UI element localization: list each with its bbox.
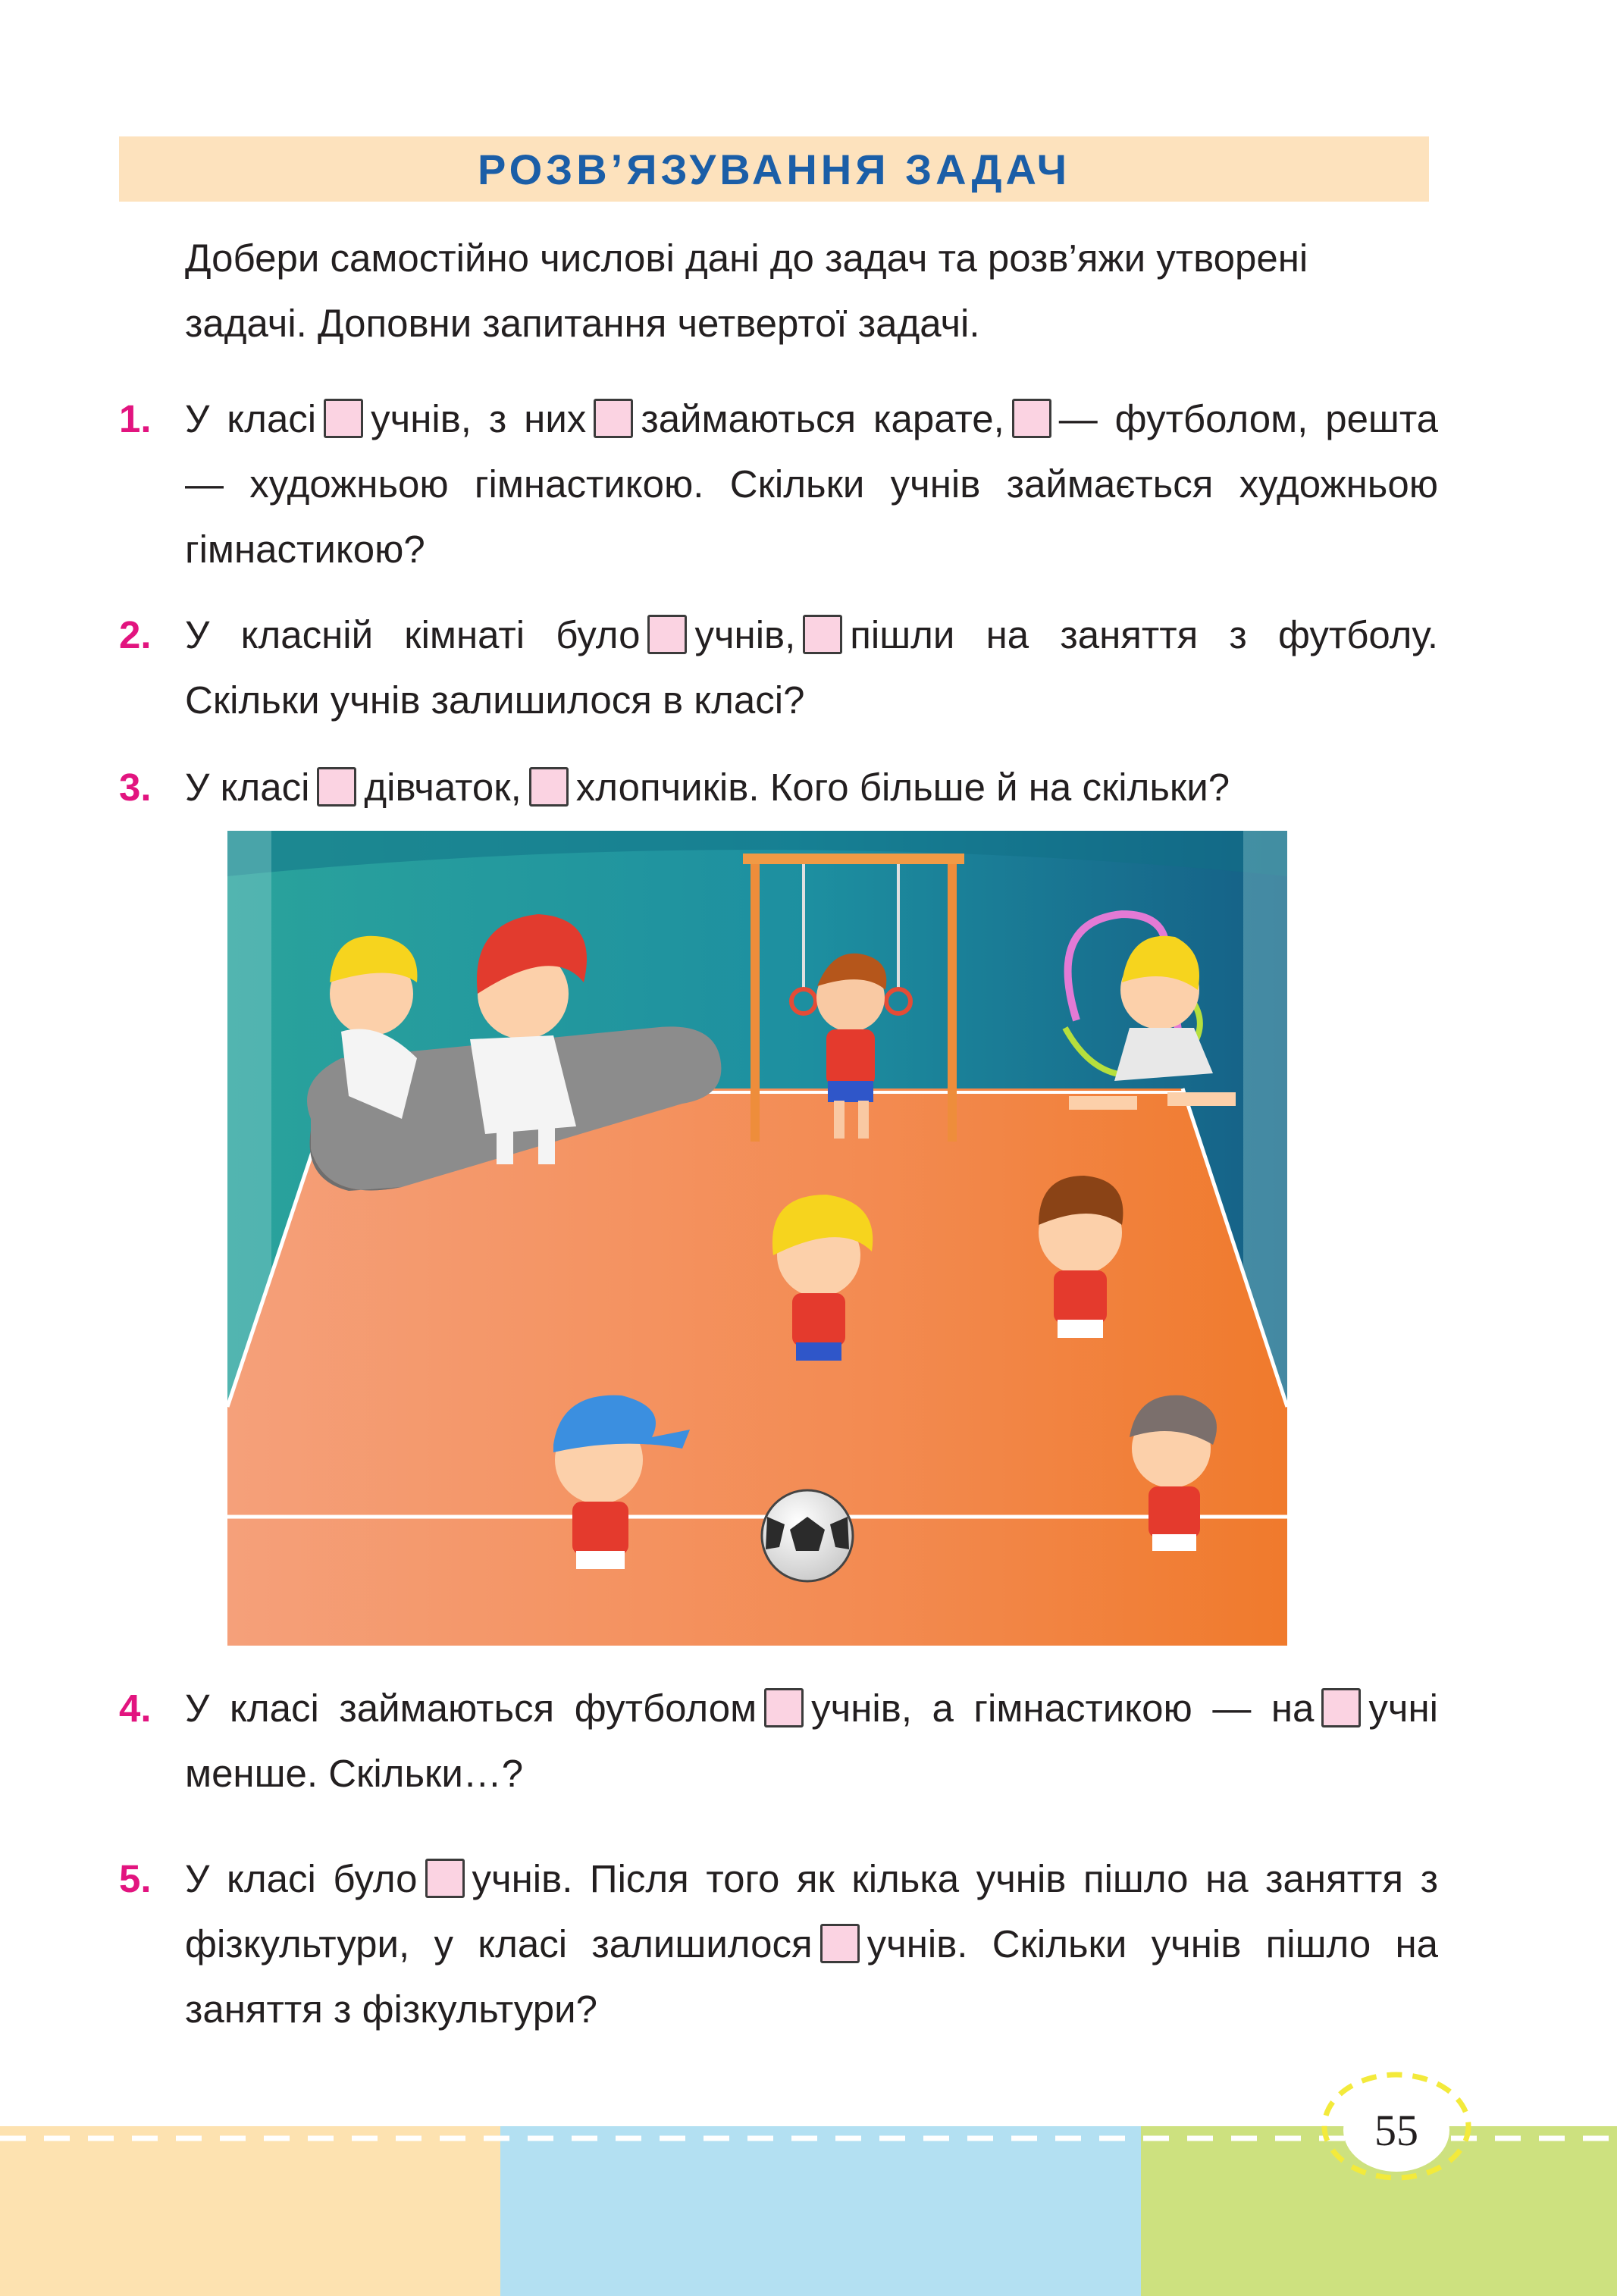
- instructions-text: Добери самостійно числові дані до задач та розв’яжи утворені задачі. Доповни запитання четвертої задачі.: [185, 236, 1308, 345]
- task-number: 4.: [119, 1687, 152, 1730]
- task-text: У класі дівчаток, хлопчиків. Кого більше й на скільки?: [185, 766, 1230, 809]
- task-1: [119, 387, 1438, 582]
- page-number-badge: [1343, 2088, 1449, 2172]
- task-text: У класі учнів, з них займаються карате, — футболом, решта — художньою гімнастикою. Скільки учнів займається художньою гімнастикою?: [185, 397, 1438, 571]
- number-input-box[interactable]: [764, 1688, 804, 1727]
- section-title: РОЗВ’ЯЗУВАННЯ ЗАДАЧ: [477, 145, 1071, 193]
- number-input-box[interactable]: [1012, 399, 1051, 438]
- task-number: 5.: [119, 1857, 152, 1900]
- sports-hall-illustration: [227, 831, 1287, 1646]
- task-3: [119, 755, 1438, 820]
- task-number: 2.: [119, 613, 152, 656]
- task-2: [119, 603, 1438, 733]
- number-input-box[interactable]: [1321, 1688, 1361, 1727]
- number-input-box[interactable]: [529, 767, 569, 807]
- task-5: [119, 1847, 1438, 2042]
- number-input-box[interactable]: [594, 399, 633, 438]
- task-number: 1.: [119, 397, 152, 440]
- task-text: У класі займаються футболом учнів, а гімнастикою — на учні менше. Скільки…?: [185, 1687, 1438, 1795]
- task-number: 3.: [119, 766, 152, 809]
- page-number: 55: [1374, 2105, 1418, 2155]
- task-4: [119, 1676, 1438, 1806]
- number-input-box[interactable]: [425, 1859, 465, 1898]
- section-header: [119, 136, 1429, 202]
- number-input-box[interactable]: [317, 767, 356, 807]
- task-text: У класі було учнів. Після того як кілька учнів пішло на заняття з фізкультури, у класі залишилося учнів. Скільки учнів пішло на заняття з фізкультури?: [185, 1857, 1439, 2031]
- task-text: У класній кімнаті було учнів, пішли на заняття з футболу. Скільки учнів залишилося в класі?: [185, 613, 1438, 722]
- number-input-box[interactable]: [803, 615, 842, 654]
- number-input-box[interactable]: [820, 1924, 860, 1963]
- number-input-box[interactable]: [647, 615, 687, 654]
- number-input-box[interactable]: [324, 399, 363, 438]
